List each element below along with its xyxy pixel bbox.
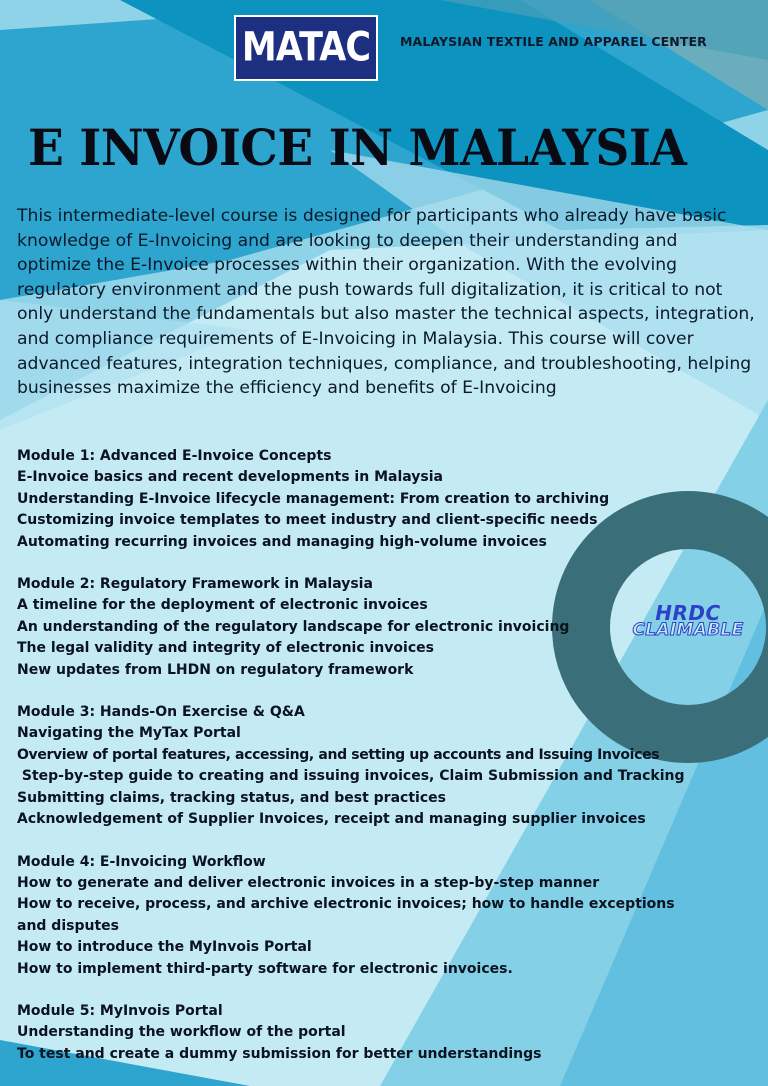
module-list — [17, 446, 707, 1086]
module-item: To test and create a dummy submission for better understandings — [17, 1045, 542, 1062]
module-item: How to introduce the MyInvois Portal — [17, 939, 312, 956]
module-item: Acknowledgement of Supplier Invoices, receipt and managing supplier invoices — [17, 811, 646, 828]
module-4 — [17, 852, 707, 980]
logo-text: MATAC — [241, 25, 371, 71]
module-title: Module 5: MyInvois Portal — [17, 1002, 223, 1019]
matac-logo — [234, 15, 378, 81]
module-1 — [17, 446, 707, 553]
course-description: This intermediate-level course is designed for participants who already have basic knowledge of E-Invoicing and are looking to deepen their understanding and optimize the E-Invoice processes within their organization. With the evolving regulatory environment and the push towards full digitalization, it is critical to not only understand the fundamentals but also master the technical aspects, integration, and compliance requirements of E-Invoicing in Malaysia. This course will cover advanced features, integration techniques, compliance, and troubleshooting, helping businesses maximize the efficiency and benefits of E-Invoicing — [17, 206, 755, 399]
module-item: The legal validity and integrity of electronic invoices — [17, 640, 434, 657]
module-item: How to receive, process, and archive electronic invoices; how to handle exceptions and disputes — [17, 896, 675, 934]
module-item: Understanding E-Invoice lifecycle management: From creation to archiving — [17, 490, 610, 507]
hrdc-label: HRDC — [655, 601, 721, 625]
module-item: Overview of portal features, accessing, and setting up accounts and Issuing Invoices — [17, 746, 660, 763]
module-title: Module 3: Hands-On Exercise & Q&A — [17, 704, 305, 721]
module-5 — [17, 1001, 707, 1065]
claimable-label: CLAIMABLE — [632, 620, 744, 640]
module-item: An understanding of the regulatory landscape for electronic invoicing — [17, 618, 570, 635]
module-title: Module 4: E-Invoicing Workflow — [17, 853, 266, 870]
module-item: Submitting claims, tracking status, and best practices — [17, 789, 446, 806]
hrdc-claimable-badge — [628, 603, 748, 638]
module-item: E-Invoice basics and recent developments in Malaysia — [17, 469, 443, 486]
module-item: New updates from LHDN on regulatory framework — [17, 661, 414, 678]
module-title: Module 1: Advanced E-Invoice Concepts — [17, 448, 332, 464]
module-item: Step-by-step guide to creating and issuing invoices, Claim Submission and Tracking — [17, 768, 685, 785]
module-item: Automating recurring invoices and managing high-volume invoices — [17, 533, 547, 550]
module-item: How to generate and deliver electronic invoices in a step-by-step manner — [17, 874, 600, 891]
module-3 — [17, 702, 707, 830]
module-item: Understanding the workflow of the portal — [17, 1024, 346, 1041]
organization-name: MALAYSIAN TEXTILE AND APPAREL CENTER — [400, 34, 707, 49]
module-item: Navigating the MyTax Portal — [17, 725, 241, 742]
module-item: Customizing invoice templates to meet industry and client-specific needs — [17, 512, 598, 529]
module-item: How to implement third-party software for electronic invoices. — [17, 960, 513, 977]
module-title: Module 2: Regulatory Framework in Malaysia — [17, 576, 373, 593]
module-2 — [17, 574, 707, 681]
module-item: A timeline for the deployment of electronic invoices — [17, 597, 428, 614]
course-title: E INVOICE IN MALAYSIA — [28, 118, 687, 177]
